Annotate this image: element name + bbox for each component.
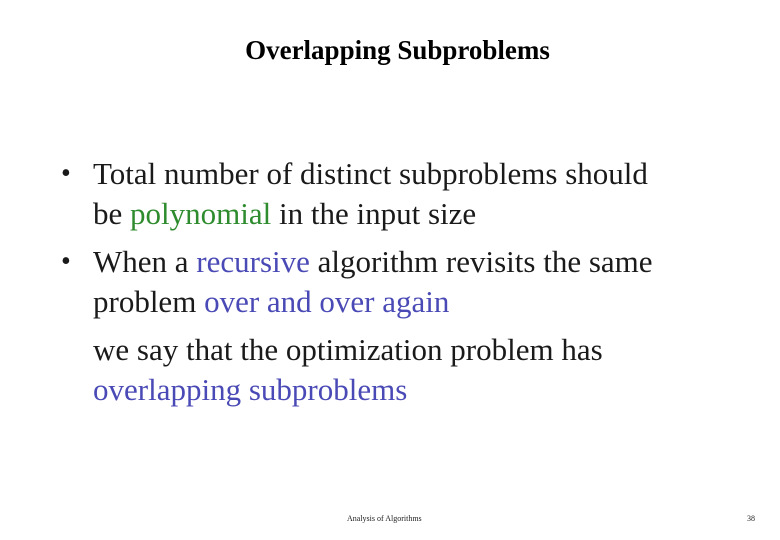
footer-course-name: Analysis of Algorithms — [347, 514, 422, 523]
bullet-line — [93, 242, 760, 282]
page-number: 38 — [747, 514, 755, 523]
bullet-text: in the input size — [271, 196, 477, 231]
bullet-marker: • — [61, 246, 71, 277]
bullet-text: When a — [93, 244, 197, 279]
continuation-paragraph — [60, 330, 760, 410]
continuation-line: we say that the optimization problem has — [93, 332, 603, 367]
highlight-polynomial: polynomial — [130, 196, 272, 231]
bullet-line — [93, 154, 760, 194]
bullet-text: be — [93, 196, 131, 231]
bullet-list — [60, 154, 760, 410]
highlight-over-and-over: over and over again — [204, 284, 450, 319]
highlight-recursive: recursive — [196, 244, 310, 279]
bullet-line — [93, 282, 760, 322]
bullet-line — [93, 194, 760, 234]
bullet-item-polynomial — [60, 154, 760, 234]
bullet-text: problem — [93, 284, 205, 319]
bullet-text: Total number of distinct subproblems should — [93, 156, 648, 191]
bullet-item-recursive — [60, 242, 760, 322]
slide-title: Overlapping Subproblems — [245, 35, 550, 65]
bullet-text: algorithm revisits the same — [309, 244, 653, 279]
bullet-marker: • — [61, 158, 71, 189]
highlight-overlapping-subproblems: overlapping subproblems — [93, 372, 408, 407]
